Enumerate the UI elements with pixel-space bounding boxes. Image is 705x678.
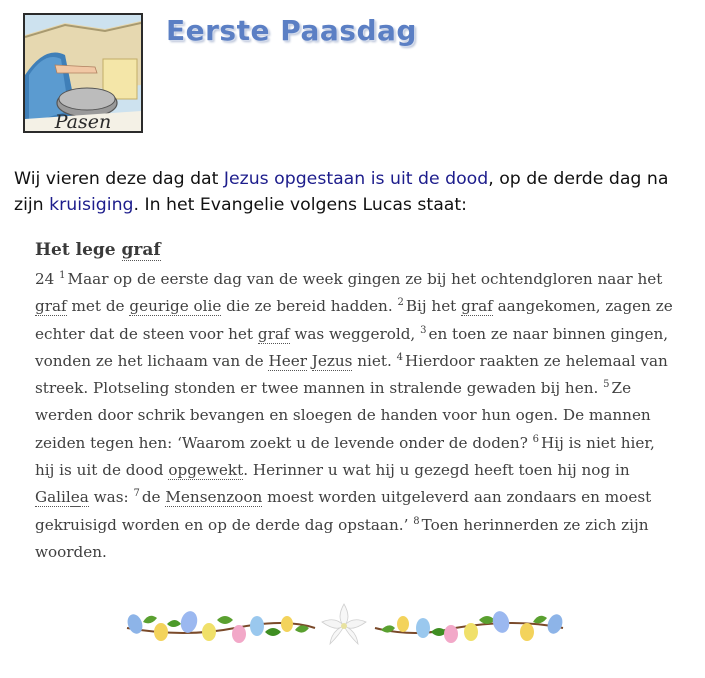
glossary-term-heer[interactable]: Heer: [268, 351, 307, 370]
logo-caption: Pasen: [54, 111, 112, 131]
glossary-term-jezus[interactable]: Jezus: [311, 351, 353, 370]
passage-body: [35, 266, 675, 566]
passage-heading: [35, 238, 675, 262]
glossary-term-graf[interactable]: graf: [121, 240, 161, 260]
resurrection-link[interactable]: Jezus opgestaan is uit de dood: [223, 169, 489, 189]
scripture-passage: [35, 238, 675, 566]
intro-text: . In het Evangelie volgens Lucas staat:: [133, 195, 467, 215]
verse-number: 4: [396, 351, 404, 363]
easter-egg-garland-icon: [125, 598, 565, 658]
verse-text: niet.: [352, 351, 397, 370]
verse-text: de: [141, 488, 166, 507]
verse-number: 1: [59, 270, 66, 281]
verse-text: Hierdoor raakten ze helemaal van streek. Plotseling stonden er twee mannen in stralende gewaden bij hen.: [35, 351, 668, 398]
verse-text: was weggerold,: [289, 324, 421, 343]
glossary-term-galilea[interactable]: a: [79, 488, 89, 507]
intro-text: , op de derde dag na zijn: [14, 169, 669, 215]
intro-paragraph: [14, 166, 694, 218]
verse-text: Bij het: [405, 297, 462, 316]
intro-text: Wij vieren deze dag dat: [14, 169, 224, 189]
verse-text: . Herinner u wat hij u gezegd heeft toen hij nog in: [243, 461, 630, 480]
verse-text: met de: [66, 297, 130, 316]
verse-text: aangekomen, zagen ze echter dat de steen voor het: [35, 297, 673, 343]
page-title: Eerste Paasdag: [166, 14, 417, 47]
glossary-term-opgewekt[interactable]: opgewekt: [168, 461, 244, 480]
easter-tomb-icon: [23, 13, 143, 133]
glossary-term-galilea[interactable]: Galil: [35, 488, 71, 507]
verse-text: was:: [88, 488, 134, 507]
glossary-term-mensenzoon[interactable]: Mensenzoon: [165, 488, 263, 507]
verse-number: 2: [397, 297, 404, 309]
verse-number: 5: [603, 379, 610, 391]
glossary-term-galilea[interactable]: e: [70, 488, 80, 507]
glossary-term-graf[interactable]: graf: [35, 297, 67, 316]
verse-text: moest worden uitgeleverd aan zondaars en moest gekruisigd worden en op de derde dag opstaan.’: [35, 488, 652, 534]
verse-number: 8: [413, 515, 420, 527]
verse-number: 3: [420, 324, 427, 336]
verse-number: 6: [532, 433, 540, 445]
verse-number: 7: [133, 488, 140, 500]
glossary-term-geurige-olie[interactable]: geurige olie: [129, 297, 222, 316]
heading-text: Het lege: [35, 240, 122, 260]
verse-text: Maar op de eerste dag van de week gingen ze bij het ochtendgloren naar het: [67, 270, 663, 288]
verse-text: Toen herinnerden ze zich zijn woorden.: [35, 515, 649, 561]
glossary-term-graf[interactable]: graf: [461, 297, 493, 316]
verse-text: en toen ze naar binnen gingen, vonden ze het lichaam van de: [35, 324, 669, 370]
chapter-number: 24: [35, 270, 55, 288]
crucifixion-link[interactable]: kruisiging: [49, 195, 134, 215]
glossary-term-graf[interactable]: graf: [257, 324, 290, 343]
verse-text: Ze werden door schrik bevangen en sloegen de handen voor hun ogen. De mannen zeiden tegen hen: ‘Waarom zoekt u de levende onder de doden?: [35, 379, 651, 452]
verse-text: Hij is niet hier, hij is uit de dood: [35, 433, 655, 480]
verse-text: die ze bereid hadden.: [221, 297, 398, 316]
